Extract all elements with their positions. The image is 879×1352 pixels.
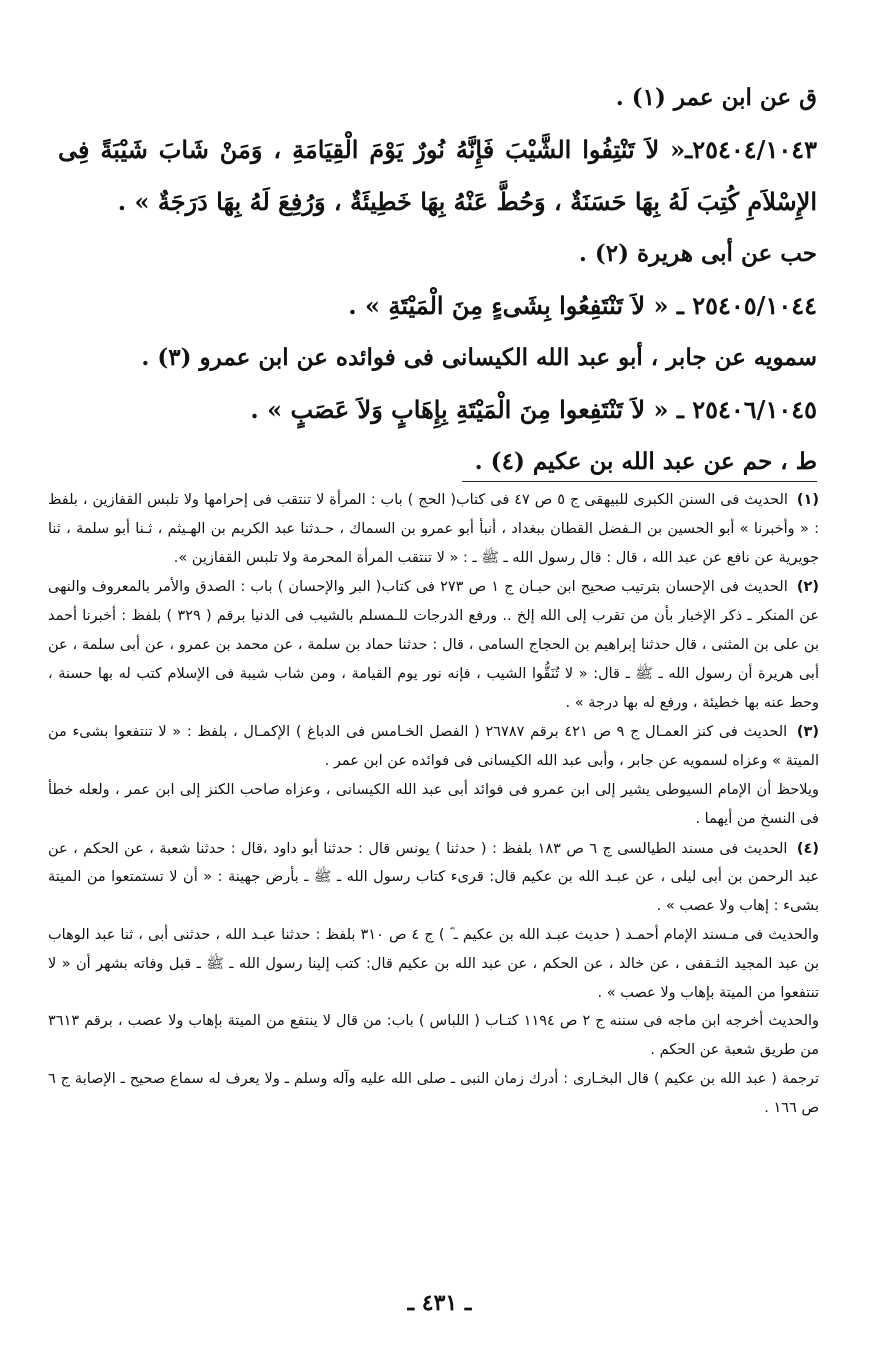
footnote-text: الحديث فى الإحسان بترتيب صحيح ابن حبـان ج ١ ص ٢٧٣ فى كتاب( البر والإحسان ) باب : الصدق والأمر بالمعروف والنهى عن المنكر ـ ذكر الإخبار بأن من تقرب إلى الله إلخ .. ورفع الدرجات للـمسلم بالشيب فى الدنيا برقم ( ٣٢٩ ) بلفظ : أخبرنا أحمد بن على بن المثنى ، قال حدثنا إبراهيم بن الحجاج السامى ، قال : حدثنا حماد بن سلمة ، عن محمد بن عمرو ، عن أبى سلمة ، عن أبى هريرة أن رسول الله ـ ﷺ ـ قال: « لا تُنَقُّوا الشيب ، فإنه نور يوم القيامة ، ومن شاب شيبة فى الإسلام كتب له بها حسنة ، وحط عنه بها خطيئة ، ورفع له بها درجة » . bbox=[48, 579, 819, 711]
main-text bbox=[58, 72, 817, 488]
footnote-number: (١) bbox=[796, 492, 820, 508]
footnote-paragraph: ترجمة ( عبد الله بن عكيم ) قال البخـارى : أدرك زمان النبى ـ صلى الله عليه وآله وسلم ـ ولا يعرف له سماع صحيح ـ الإصابة ج ٦ ص ١٦٦ . bbox=[48, 1070, 819, 1116]
source-line: ق عن ابن عمر (١) . bbox=[615, 84, 817, 111]
footnote-number: (٣) bbox=[796, 724, 820, 741]
footnote-paragraph: والحديث أخرجه ابن ماجه فى سننه ج ٢ ص ١١٩٤ كتـاب ( اللباس ) باب: من قال لا ينتفع من الميتة بإهاب ولا عصب ، برقم ٣٦١٣ من طريق شعبة عن الحكم . bbox=[48, 1013, 820, 1059]
source-line: حب عن أبى هريرة (٢) . bbox=[578, 240, 817, 267]
footnote-paragraph: ويلاحظ أن الإمام السيوطى يشير إلى ابن عمرو فى فوائد أبى عبد الله الكيسانى ، وعزاه صاحب الكنز إلى ابن عمر ، ولعله خطأ فى النسخ من أيهما . bbox=[48, 781, 819, 827]
footnote-text: الحديث فى كنز العمـال ج ٩ ص ٤٢١ برقم ٢٦٧٨٧ ( الفصل الخـامس فى الدباغ ) الإكمـال ، بلفظ : « لا تنتفعوا بشىء من الميتة » وعزاه لسمويه عن جابر ، وأبى عبد الله الكيسانى فى فوائده عن ابن عمر . bbox=[48, 724, 819, 770]
source-line: سمويه عن جابر ، أبو عبد الله الكيسانى فى فوائده عن ابن عمرو (٣) . bbox=[141, 344, 817, 371]
hadith-1045: ٢٥٤٠٦/١٠٤٥ ـ « لاَ تَنْتَفِعوا مِنَ الْمَيْتَةِ بِإِهَابٍ وَلاَ عَصَبٍ » . bbox=[250, 395, 817, 424]
hadith-1043: ٢٥٤٠٤/١٠٤٣ـ« لاَ تَنْتِفُوا الشَّيْبَ فَإِنَّهُ نُورٌ يَوْمَ الْقِيَامَةِ ، وَمَنْ شَابَ شَيْبَةً فِى الإِسْلاَمِ كُتِبَ لَهُ بِهَا حَسَنَةٌ ، وَحُطَّ عَنْهُ بِهَا خَطِيئَةٌ ، وَرُفِعَ لَهُ بِهَا دَرَجَةٌ » . bbox=[58, 135, 817, 216]
footnote-text: الحديث فى مسند الطيالسى ج ٦ ص ١٨٣ بلفظ : ( حدثنا ) يونس قال : حدثنا أبو داود ،قال : حدثنا شعبة ، عن الحكم ، عن عبد الرحمن بن أبى ليلى ، عن عبـد الله بن عكيم قال: قرىء كتاب رسول الله ـ ﷺ ـ بأرض جهينة : « أن لا تستمتعوا من الميتة بشىء : إهاب ولا عصب » . bbox=[48, 840, 819, 915]
footnote-1 bbox=[48, 486, 819, 572]
footnote-3 bbox=[48, 718, 819, 833]
hadith-1044: ٢٥٤٠٥/١٠٤٤ ـ « لاَ تَنْتَفِعُوا بِشَىءٍ مِنَ الْمَيْتَةِ » . bbox=[348, 291, 817, 320]
footnote-4 bbox=[48, 835, 819, 1123]
footnote-number: (٤) bbox=[796, 840, 820, 857]
footnote-2 bbox=[48, 573, 819, 717]
footnote-paragraph: والحديث فى مـسند الإمام أحمـد ( حديث عبـد الله بن عكيم ـ ؓ ) ج ٤ ص ٣١٠ بلفظ : حدثنا عبـد الله ، حدثنى أبى ، ثنا عبد الوهاب بن عبد المجيد الثـقفى ، عن خالد ، عن الحكم ، عن عبد الله بن عكيم قال: كتب إلينا رسول الله ـ ﷺ ـ قبل وفاته بشهر أن « لا تنتفعوا من الميتة بإهاب ولا عصب » . bbox=[48, 926, 819, 1001]
footnote-text: الحديث فى السنن الكبرى للبيهقى ج ٥ ص ٤٧ فى كتاب( الحج ) باب : المرأة لا تنتقب فى إحرامها ولا تلبس القفازين ، بلفظ : « وأخبرنا » أبو الحسين بن الـفضل القطان ببغداد ، أنبأ أبو عمرو بن السماك ، حـدثنا عبد الكريم بن الهـيثم ، ثـنا أبو سلمة ، ثنا جويرية عن نافع عن عبد الله ، قال : قال رسول الله ـ ﷺ ـ : « لا تنتقب المرأة المحرمة ولا تلبس القفازين ». bbox=[48, 492, 819, 566]
page-number: ـ ٤٣١ ـ bbox=[407, 1290, 472, 1316]
footnotes bbox=[48, 486, 819, 1124]
footnote-number: (٢) bbox=[796, 579, 820, 596]
source-line: ط ، حم عن عبد الله بن عكيم (٤) . bbox=[474, 448, 817, 475]
footnote-separator bbox=[462, 481, 817, 482]
